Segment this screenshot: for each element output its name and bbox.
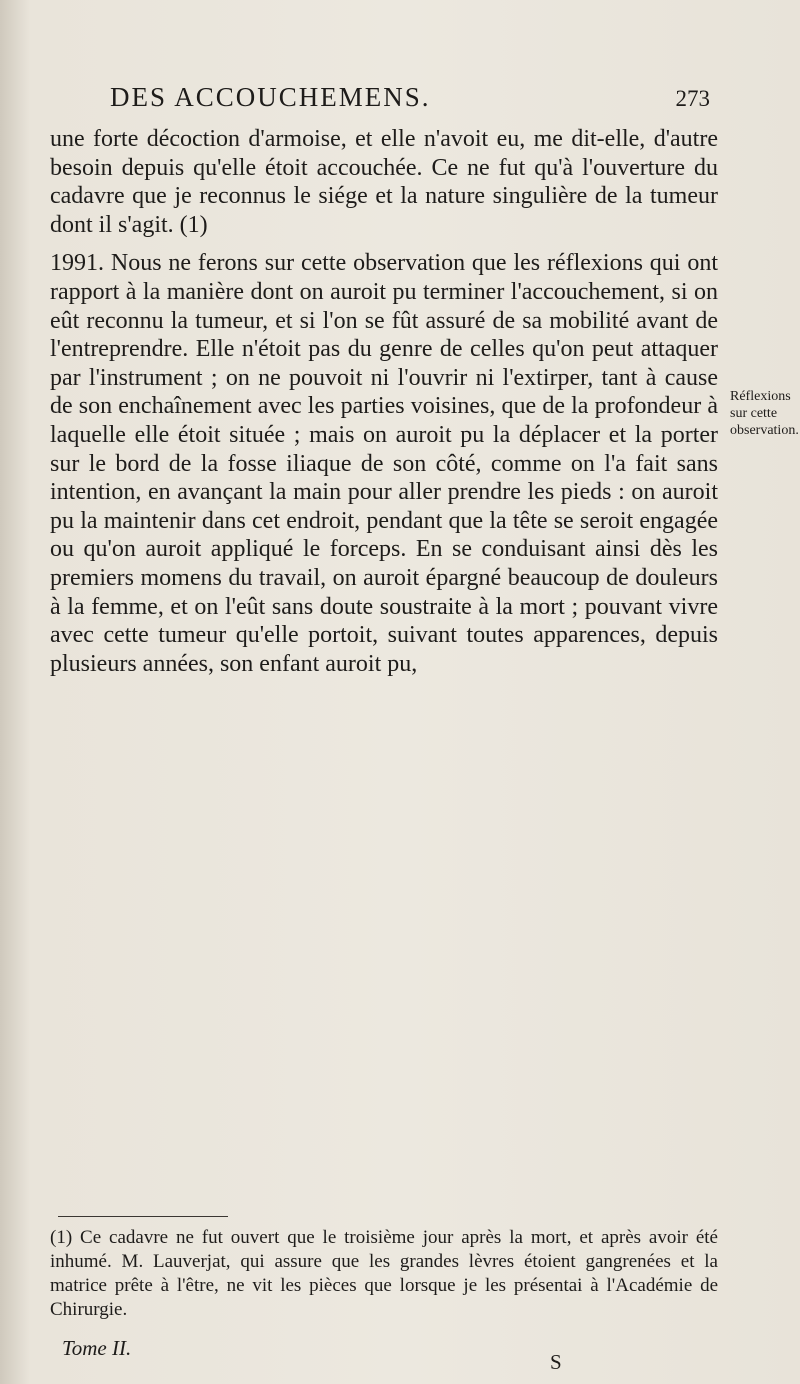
paragraph-2: 1991. Nous ne ferons sur cette observation que les réflexions qui ont rapport à la manière dont on auroit pu terminer l'accouchement, si on eût reconnu la tumeur, et si l'on se fût assuré de sa mobilité avant de l'entreprendre. Elle n'étoit pas du genre de celles qu'on peut attaquer par l'instrument ; on ne pouvoit ni l'ouvrir ni l'extirper, tant à cause de son enchaînement avec les parties voisines, que de la profondeur à laquelle elle étoit située ; mais on auroit pu la déplacer et la porter sur le bord de la fosse iliaque de son côté, comme on l'a fait sans intention, en avançant la main pour aller prendre les pieds : on auroit pu la maintenir dans cet endroit, pendant que la tête se seroit engagée ou qu'on auroit appliqué le forceps. En se conduisant ainsi dès les premiers momens du travail, on auroit épargné beaucoup de douleurs à la femme, et on l'eût sans doute soustraite à la mort ; pouvant vivre avec cette tumeur qu'elle portoit, suivant toutes apparences, depuis plusieurs années, son enfant auroit pu,	[50, 250, 718, 677]
page-number: 273	[675, 86, 710, 111]
margin-note: Réflexions sur cette observation.	[730, 389, 799, 438]
paragraph-1: une forte décoction d'armoise, et elle n'avoit eu, me dit-elle, d'autre besoin depuis qu'elle étoit accouchée. Ce ne fut qu'à l'ouverture du cadavre que je reconnus le siége et la nature singulière de la tumeur dont il s'agit. (1)	[50, 126, 718, 238]
footnote-text: (1) Ce cadavre ne fut ouvert que le troisième jour après la mort, et après avoir été inhumé. M. Lauverjat, qui assure que les grandes lèvres étoient gangrenées et la matrice prête à l'être, ne vit les pièces que lorsque je les présentai à l'Académie de Chirurgie.	[50, 1227, 718, 1320]
volume-label: Tome II.	[62, 1336, 132, 1360]
body-text	[50, 125, 718, 678]
footnote	[50, 1226, 718, 1322]
footnote-divider	[58, 1216, 228, 1217]
page-header	[110, 82, 710, 122]
running-title: DES ACCOUCHEMENS.	[110, 82, 431, 112]
signature-mark: S	[550, 1350, 562, 1374]
